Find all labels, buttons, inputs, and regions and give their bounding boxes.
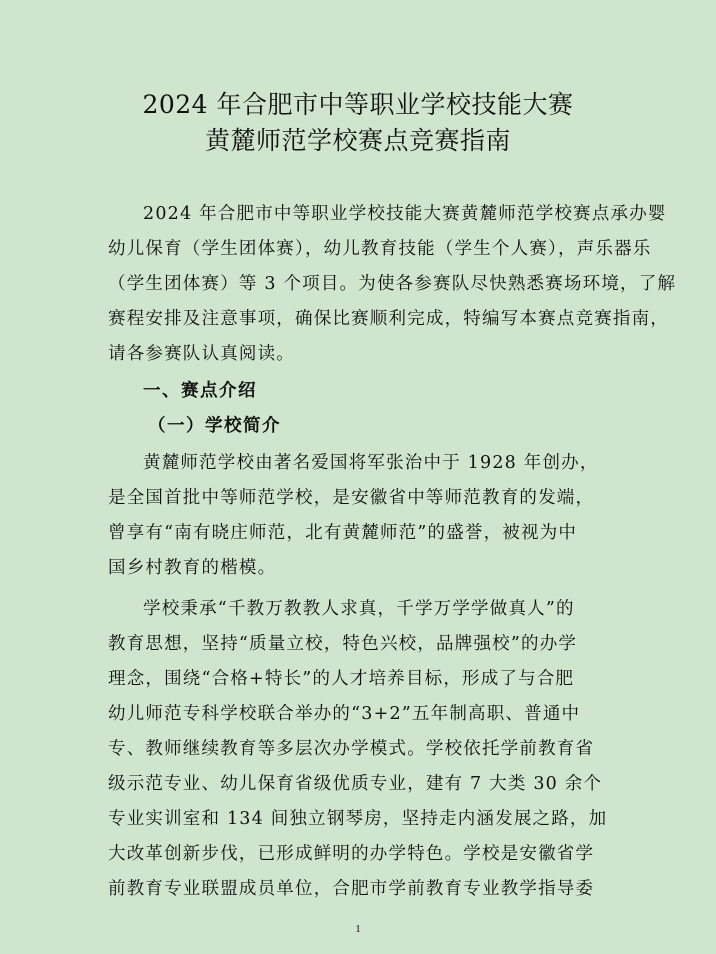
paragraph-line: 教育思想，坚持“质量立校，特色兴校，品牌强校”的办学	[108, 634, 578, 654]
paragraph-line: 专、教师继续教育等多层次办学模式。学校依托学前教育省	[108, 739, 595, 759]
paragraph-line: 幼儿师范专科学校联合举办的“3+2”五年制高职、普通中	[108, 704, 581, 724]
paragraph-line: 是全国首批中等师范学校，是安徽省中等师范教育的发端，	[108, 488, 595, 508]
subsection-heading: （一）学校简介	[148, 416, 281, 436]
document-title-line-1: 2024 年合肥市中等职业学校技能大赛	[142, 90, 574, 119]
paragraph-line: 专业实训室和 134 间独立钢琴房，坚持走内涵发展之路，加	[108, 809, 608, 829]
document-title-line-2: 黄麓师范学校赛点竞赛指南	[204, 126, 511, 155]
paragraph-line: 曾享有“南有晓庄师范，北有黄麓师范”的盛誉，被视为中	[108, 523, 578, 543]
paragraph-line: 2024 年合肥市中等职业学校技能大赛黄麓师范学校赛点承办婴	[143, 204, 667, 224]
paragraph-line: 前教育专业联盟成员单位，合肥市学前教育专业教学指导委	[108, 879, 595, 899]
paragraph-line: 请各参赛队认真阅读。	[108, 344, 295, 364]
paragraph-line: 学校秉承“千教万教教人求真，千学万学学做真人”的	[143, 599, 575, 619]
paragraph-line: 大改革创新步伐，已形成鲜明的办学特色。学校是安徽省学	[108, 844, 595, 864]
paragraph-line: 黄麓师范学校由著名爱国将军张治中于 1928 年创办，	[143, 453, 599, 473]
paragraph-line: 理念，围绕“合格+特长”的人才培养目标，形成了与合肥	[108, 669, 575, 689]
page-number: 1	[355, 923, 361, 935]
section-heading: 一、赛点介绍	[143, 381, 257, 401]
paragraph-line: 赛程安排及注意事项，确保比赛顺利完成，特编写本赛点竞赛指南，	[108, 309, 669, 329]
paragraph-line: 国乡村教育的楷模。	[108, 558, 277, 578]
paragraph-line: 幼儿保育（学生团体赛），幼儿教育技能（学生个人赛），声乐器乐	[108, 239, 652, 259]
school-intro-paragraph-1	[108, 446, 612, 586]
intro-paragraph	[108, 197, 677, 372]
paragraph-line: 级示范专业、幼儿保育省级优质专业，建有 7 大类 30 余个	[108, 774, 603, 794]
paragraph-line: （学生团体赛）等 3 个项目。为使各参赛队尽快熟悉赛场环境，了解	[108, 274, 677, 294]
school-intro-paragraph-2	[108, 592, 612, 907]
